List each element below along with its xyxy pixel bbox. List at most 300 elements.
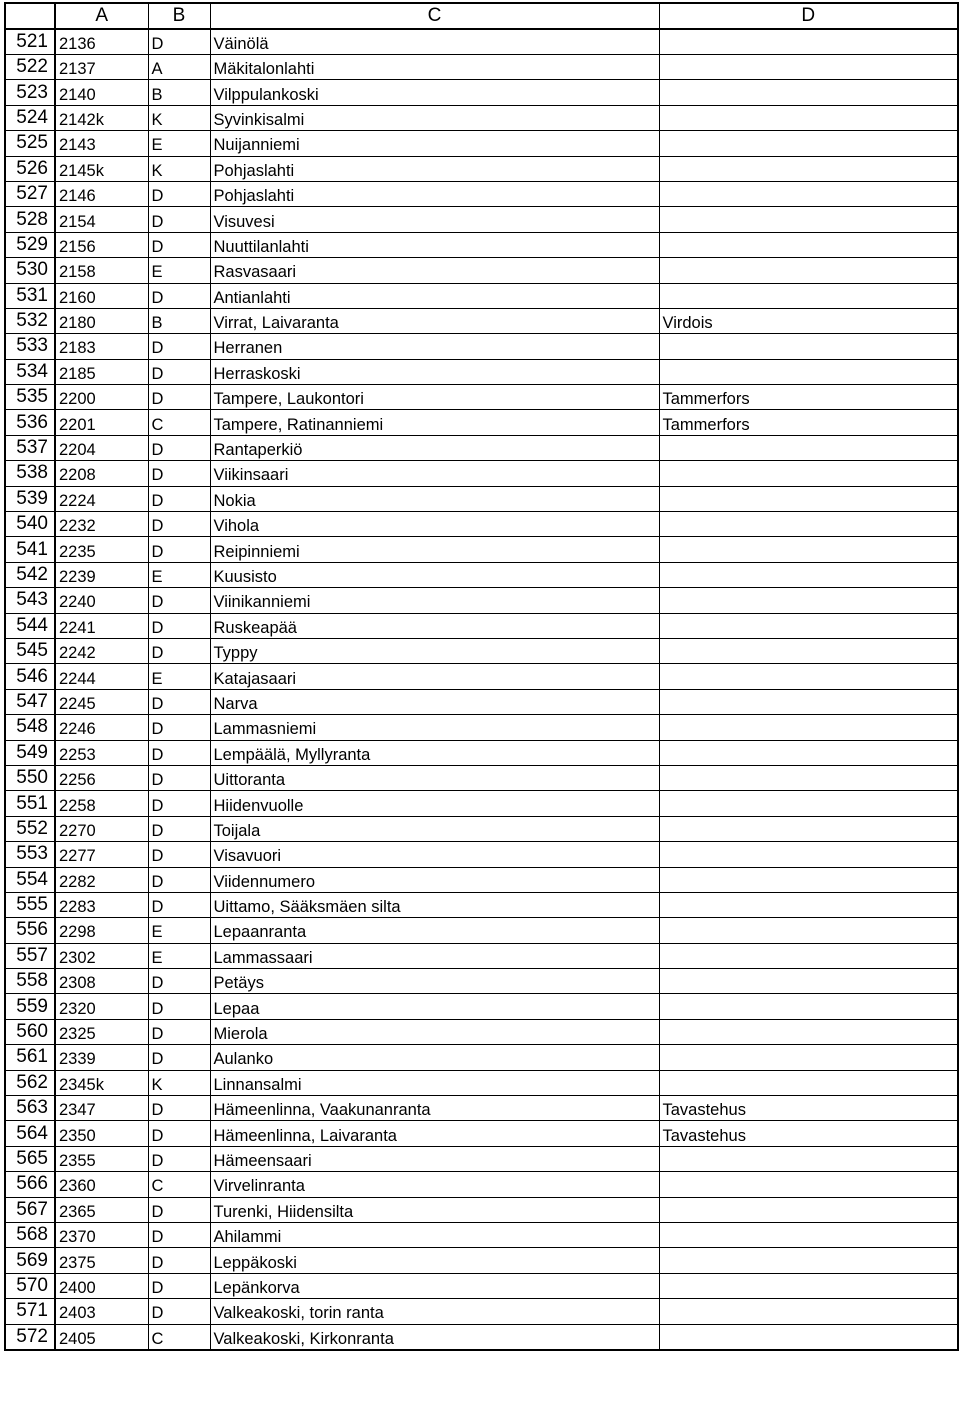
cell-col-d[interactable] [659,1146,958,1171]
cell-col-a[interactable] [55,283,148,308]
cell-col-d[interactable] [659,1324,958,1350]
cell-col-b[interactable] [148,1197,210,1222]
cell-col-b[interactable] [148,105,210,130]
cell-col-a[interactable] [55,715,148,740]
cell-col-b[interactable] [148,816,210,841]
cell-col-c[interactable] [210,105,659,130]
cell-col-b[interactable] [148,613,210,638]
cell-col-d[interactable] [659,486,958,511]
cell-text: 2355 [59,1151,96,1170]
cell-col-c[interactable] [210,131,659,156]
cell-col-a[interactable] [55,537,148,562]
cell-col-d[interactable] [659,359,958,384]
column-header-c[interactable]: C [210,3,659,29]
cell-col-b[interactable] [148,892,210,917]
cell-col-d[interactable] [659,842,958,867]
cell-col-a[interactable] [55,664,148,689]
cell-col-b[interactable] [148,156,210,181]
cell-col-d[interactable] [659,715,958,740]
cell-col-a[interactable] [55,994,148,1019]
cell-col-c[interactable] [210,740,659,765]
cell-text: Katajasaari [213,669,297,688]
table-row [5,80,958,105]
cell-col-c[interactable] [210,918,659,943]
cell-col-d[interactable] [659,588,958,613]
cell-col-d[interactable] [659,638,958,663]
cell-col-c[interactable] [210,334,659,359]
cell-col-b[interactable] [148,410,210,435]
cell-col-d[interactable] [659,410,958,435]
cell-col-a[interactable] [55,1070,148,1095]
cell-text: 2258 [59,796,96,815]
row-number-header[interactable]: 571 [5,1299,55,1324]
cell-text: 2136 [59,35,96,53]
row-number-header[interactable]: 539 [5,486,55,511]
cell-col-d[interactable] [659,537,958,562]
cell-col-c[interactable] [210,1146,659,1171]
row-number-header[interactable]: 572 [5,1324,55,1350]
row-number-header[interactable]: 557 [5,943,55,968]
cell-col-d[interactable] [659,1222,958,1247]
cell-col-c[interactable] [210,461,659,486]
cell-col-d[interactable] [659,283,958,308]
cell-col-c[interactable] [210,156,659,181]
cell-col-a[interactable] [55,892,148,917]
cell-text: Reipinniemi [213,542,300,561]
row-number-header[interactable]: 567 [5,1197,55,1222]
cell-col-b[interactable] [148,1248,210,1273]
cell-col-d[interactable] [659,29,958,55]
select-all-corner[interactable] [5,3,55,29]
cell-col-a[interactable] [55,638,148,663]
row-number-header[interactable]: 561 [5,1045,55,1070]
row-number-header[interactable]: 550 [5,765,55,790]
row-number-header[interactable]: 565 [5,1146,55,1171]
cell-col-c[interactable] [210,207,659,232]
cell-col-c[interactable] [210,80,659,105]
cell-text: Lepaanranta [213,923,307,942]
row-number-header[interactable]: 547 [5,689,55,714]
cell-col-a[interactable] [55,308,148,333]
row-number-header[interactable]: 545 [5,638,55,663]
cell-col-a[interactable] [55,740,148,765]
cell-col-a[interactable] [55,461,148,486]
row-number-header[interactable]: 562 [5,1070,55,1095]
cell-col-b[interactable] [148,385,210,410]
cell-col-d[interactable] [659,613,958,638]
cell-col-c[interactable] [210,969,659,994]
row-number-header[interactable]: 544 [5,613,55,638]
cell-col-b[interactable] [148,1273,210,1298]
cell-col-b[interactable] [148,461,210,486]
cell-col-c[interactable] [210,1222,659,1247]
cell-col-c[interactable] [210,385,659,410]
cell-text: D [151,1202,164,1221]
cell-col-d[interactable] [659,740,958,765]
cell-col-d[interactable] [659,918,958,943]
row-number-header[interactable]: 555 [5,892,55,917]
row-number-header[interactable]: 538 [5,461,55,486]
cell-col-a[interactable] [55,613,148,638]
cell-col-b[interactable] [148,486,210,511]
column-header-d[interactable]: D [659,3,958,29]
cell-col-d[interactable] [659,131,958,156]
cell-text: D [151,872,164,891]
cell-col-d[interactable] [659,994,958,1019]
cell-col-c[interactable] [210,1273,659,1298]
cell-col-d[interactable] [659,689,958,714]
cell-text: 2360 [59,1177,96,1196]
cell-col-b[interactable] [148,842,210,867]
cell-text: Uittoranta [213,771,286,790]
cell-col-d[interactable] [659,207,958,232]
cell-text: 2158 [59,263,96,282]
row-number-header[interactable]: 523 [5,80,55,105]
row-number-header[interactable]: 548 [5,715,55,740]
cell-col-d[interactable] [659,1197,958,1222]
table-row [5,689,958,714]
cell-col-c[interactable] [210,55,659,80]
cell-col-b[interactable] [148,1070,210,1095]
cell-text: 2253 [59,745,96,764]
cell-col-c[interactable] [210,588,659,613]
row-number-header[interactable]: 560 [5,1019,55,1044]
cell-col-c[interactable] [210,283,659,308]
cell-col-d[interactable] [659,55,958,80]
cell-col-b[interactable] [148,1222,210,1247]
row-number-header[interactable]: 563 [5,1096,55,1121]
cell-col-b[interactable] [148,1096,210,1121]
row-number-header[interactable]: 534 [5,359,55,384]
row-number-header[interactable]: 564 [5,1121,55,1146]
cell-col-a[interactable] [55,232,148,257]
cell-col-d[interactable] [659,258,958,283]
cell-col-c[interactable] [210,359,659,384]
cell-col-a[interactable] [55,791,148,816]
row-number-header[interactable]: 536 [5,410,55,435]
cell-col-c[interactable] [210,232,659,257]
cell-col-a[interactable] [55,486,148,511]
cell-col-c[interactable] [210,1172,659,1197]
cell-col-c[interactable] [210,1299,659,1324]
cell-col-d[interactable] [659,80,958,105]
cell-col-d[interactable] [659,562,958,587]
cell-col-a[interactable] [55,258,148,283]
cell-col-d[interactable] [659,461,958,486]
cell-col-a[interactable] [55,385,148,410]
row-number-header[interactable]: 549 [5,740,55,765]
cell-col-c[interactable] [210,1248,659,1273]
row-number-header[interactable]: 537 [5,435,55,460]
row-number-header[interactable]: 526 [5,156,55,181]
cell-col-a[interactable] [55,207,148,232]
row-number-header[interactable]: 524 [5,105,55,130]
cell-col-c[interactable] [210,791,659,816]
cell-col-c[interactable] [210,1019,659,1044]
cell-col-a[interactable] [55,131,148,156]
row-number-header[interactable]: 535 [5,385,55,410]
row-number-header[interactable]: 541 [5,537,55,562]
row-number-header[interactable]: 531 [5,283,55,308]
sheet-body [5,29,958,1350]
cell-col-b[interactable] [148,1146,210,1171]
row-number-header[interactable]: 528 [5,207,55,232]
cell-col-c[interactable] [210,842,659,867]
cell-col-c[interactable] [210,308,659,333]
cell-col-d[interactable] [659,1070,958,1095]
cell-col-d[interactable] [659,385,958,410]
table-row [5,1096,958,1121]
cell-col-a[interactable] [55,1197,148,1222]
cell-col-d[interactable] [659,1172,958,1197]
cell-col-d[interactable] [659,512,958,537]
cell-text: Viidennumero [213,872,316,891]
cell-col-c[interactable] [210,512,659,537]
cell-col-a[interactable] [55,1248,148,1273]
cell-col-b[interactable] [148,308,210,333]
cell-col-d[interactable] [659,1299,958,1324]
cell-col-a[interactable] [55,1324,148,1350]
cell-col-d[interactable] [659,969,958,994]
row-number-header[interactable]: 527 [5,181,55,206]
cell-col-b[interactable] [148,283,210,308]
cell-col-a[interactable] [55,689,148,714]
cell-col-d[interactable] [659,1019,958,1044]
cell-col-a[interactable] [55,969,148,994]
cell-col-b[interactable] [148,994,210,1019]
cell-text: Tampere, Laukontori [213,390,364,409]
column-header-b[interactable]: B [148,3,210,29]
cell-col-a[interactable] [55,816,148,841]
cell-col-d[interactable] [659,664,958,689]
cell-col-a[interactable] [55,435,148,460]
cell-col-b[interactable] [148,1121,210,1146]
table-row [5,1045,958,1070]
cell-col-b[interactable] [148,943,210,968]
cell-col-a[interactable] [55,512,148,537]
cell-col-d[interactable] [659,156,958,181]
cell-col-a[interactable] [55,55,148,80]
cell-col-a[interactable] [55,181,148,206]
cell-col-b[interactable] [148,80,210,105]
cell-col-d[interactable] [659,334,958,359]
cell-col-b[interactable] [148,1299,210,1324]
row-number-header[interactable]: 522 [5,55,55,80]
cell-text: D [151,491,164,510]
cell-col-d[interactable] [659,435,958,460]
row-number-header[interactable]: 525 [5,131,55,156]
row-number-header[interactable]: 568 [5,1222,55,1247]
cell-col-c[interactable] [210,892,659,917]
cell-col-b[interactable] [148,55,210,80]
cell-col-b[interactable] [148,715,210,740]
row-number-header[interactable]: 570 [5,1273,55,1298]
row-number-header[interactable]: 559 [5,994,55,1019]
cell-col-d[interactable] [659,181,958,206]
cell-col-a[interactable] [55,867,148,892]
cell-col-b[interactable] [148,1045,210,1070]
cell-col-c[interactable] [210,943,659,968]
row-number-header[interactable]: 551 [5,791,55,816]
cell-col-b[interactable] [148,131,210,156]
cell-col-a[interactable] [55,1299,148,1324]
cell-col-b[interactable] [148,867,210,892]
cell-text: B [151,314,163,333]
row-number-header[interactable]: 554 [5,867,55,892]
cell-col-b[interactable] [148,359,210,384]
cell-col-d[interactable] [659,1273,958,1298]
cell-col-a[interactable] [55,1019,148,1044]
cell-col-a[interactable] [55,1045,148,1070]
cell-col-a[interactable] [55,359,148,384]
cell-col-c[interactable] [210,689,659,714]
cell-col-d[interactable] [659,1096,958,1121]
cell-col-a[interactable] [55,842,148,867]
cell-col-a[interactable] [55,334,148,359]
cell-col-a[interactable] [55,1222,148,1247]
cell-col-a[interactable] [55,918,148,943]
row-number-header[interactable]: 542 [5,562,55,587]
cell-col-a[interactable] [55,105,148,130]
cell-col-a[interactable] [55,562,148,587]
row-number-header[interactable]: 566 [5,1172,55,1197]
cell-col-d[interactable] [659,943,958,968]
cell-col-d[interactable] [659,816,958,841]
cell-col-c[interactable] [210,410,659,435]
cell-col-a[interactable] [55,29,148,55]
cell-text: 2245 [59,694,96,713]
row-number-header[interactable]: 530 [5,258,55,283]
cell-col-b[interactable] [148,918,210,943]
row-number-header[interactable]: 569 [5,1248,55,1273]
cell-col-b[interactable] [148,1324,210,1350]
cell-col-b[interactable] [148,588,210,613]
cell-col-c[interactable] [210,1045,659,1070]
table-row [5,308,958,333]
cell-col-c[interactable] [210,638,659,663]
cell-text: 2350 [59,1126,96,1145]
cell-col-d[interactable] [659,1248,958,1273]
cell-col-b[interactable] [148,537,210,562]
cell-col-c[interactable] [210,486,659,511]
cell-col-a[interactable] [55,765,148,790]
cell-col-b[interactable] [148,562,210,587]
cell-col-a[interactable] [55,943,148,968]
cell-col-b[interactable] [148,232,210,257]
cell-col-a[interactable] [55,1172,148,1197]
table-row [5,1248,958,1273]
cell-text: D [151,898,164,917]
cell-col-c[interactable] [210,258,659,283]
cell-text: Vihola [213,517,260,536]
cell-col-a[interactable] [55,588,148,613]
cell-col-c[interactable] [210,181,659,206]
cell-col-d[interactable] [659,765,958,790]
row-number-header[interactable]: 556 [5,918,55,943]
cell-col-d[interactable] [659,791,958,816]
row-number-header[interactable]: 540 [5,512,55,537]
cell-col-b[interactable] [148,638,210,663]
cell-col-c[interactable] [210,715,659,740]
cell-col-c[interactable] [210,537,659,562]
cell-col-b[interactable] [148,791,210,816]
cell-col-d[interactable] [659,308,958,333]
cell-col-b[interactable] [148,1172,210,1197]
cell-col-a[interactable] [55,1273,148,1298]
cell-col-b[interactable] [148,969,210,994]
row-number-header[interactable]: 521 [5,29,55,55]
cell-text: Lepaa [213,999,260,1018]
row-number-header[interactable]: 552 [5,816,55,841]
cell-col-c[interactable] [210,867,659,892]
cell-col-b[interactable] [148,207,210,232]
cell-col-d[interactable] [659,867,958,892]
row-number-header[interactable]: 533 [5,334,55,359]
table-row [5,410,958,435]
cell-col-b[interactable] [148,664,210,689]
cell-col-b[interactable] [148,689,210,714]
cell-text: 2208 [59,466,96,485]
cell-col-c[interactable] [210,613,659,638]
cell-col-b[interactable] [148,29,210,55]
cell-col-c[interactable] [210,1096,659,1121]
row-number-header[interactable]: 532 [5,308,55,333]
cell-col-c[interactable] [210,816,659,841]
table-row [5,765,958,790]
cell-col-a[interactable] [55,1121,148,1146]
cell-col-d[interactable] [659,1121,958,1146]
cell-col-c[interactable] [210,1121,659,1146]
cell-col-c[interactable] [210,1324,659,1350]
cell-col-c[interactable] [210,1070,659,1095]
row-number-header[interactable]: 546 [5,664,55,689]
cell-col-a[interactable] [55,80,148,105]
cell-col-d[interactable] [659,105,958,130]
cell-text: D [151,1126,164,1145]
cell-col-b[interactable] [148,765,210,790]
column-header-a[interactable]: A [55,3,148,29]
cell-col-b[interactable] [148,740,210,765]
cell-col-c[interactable] [210,562,659,587]
cell-col-c[interactable] [210,664,659,689]
cell-col-b[interactable] [148,1019,210,1044]
cell-col-c[interactable] [210,994,659,1019]
cell-col-c[interactable] [210,29,659,55]
cell-col-b[interactable] [148,435,210,460]
cell-col-d[interactable] [659,1045,958,1070]
cell-col-d[interactable] [659,892,958,917]
cell-text: D [151,999,164,1018]
cell-col-d[interactable] [659,232,958,257]
cell-text: D [151,771,164,790]
cell-col-b[interactable] [148,258,210,283]
row-number-header[interactable]: 543 [5,588,55,613]
cell-text: A [151,60,163,79]
cell-col-c[interactable] [210,1197,659,1222]
cell-col-b[interactable] [148,512,210,537]
cell-col-b[interactable] [148,334,210,359]
cell-col-c[interactable] [210,765,659,790]
row-number-header[interactable]: 553 [5,842,55,867]
cell-col-c[interactable] [210,435,659,460]
cell-col-a[interactable] [55,156,148,181]
cell-col-a[interactable] [55,1146,148,1171]
cell-col-a[interactable] [55,410,148,435]
cell-col-a[interactable] [55,1096,148,1121]
row-number-header[interactable]: 558 [5,969,55,994]
cell-col-b[interactable] [148,181,210,206]
row-number-header[interactable]: 529 [5,232,55,257]
